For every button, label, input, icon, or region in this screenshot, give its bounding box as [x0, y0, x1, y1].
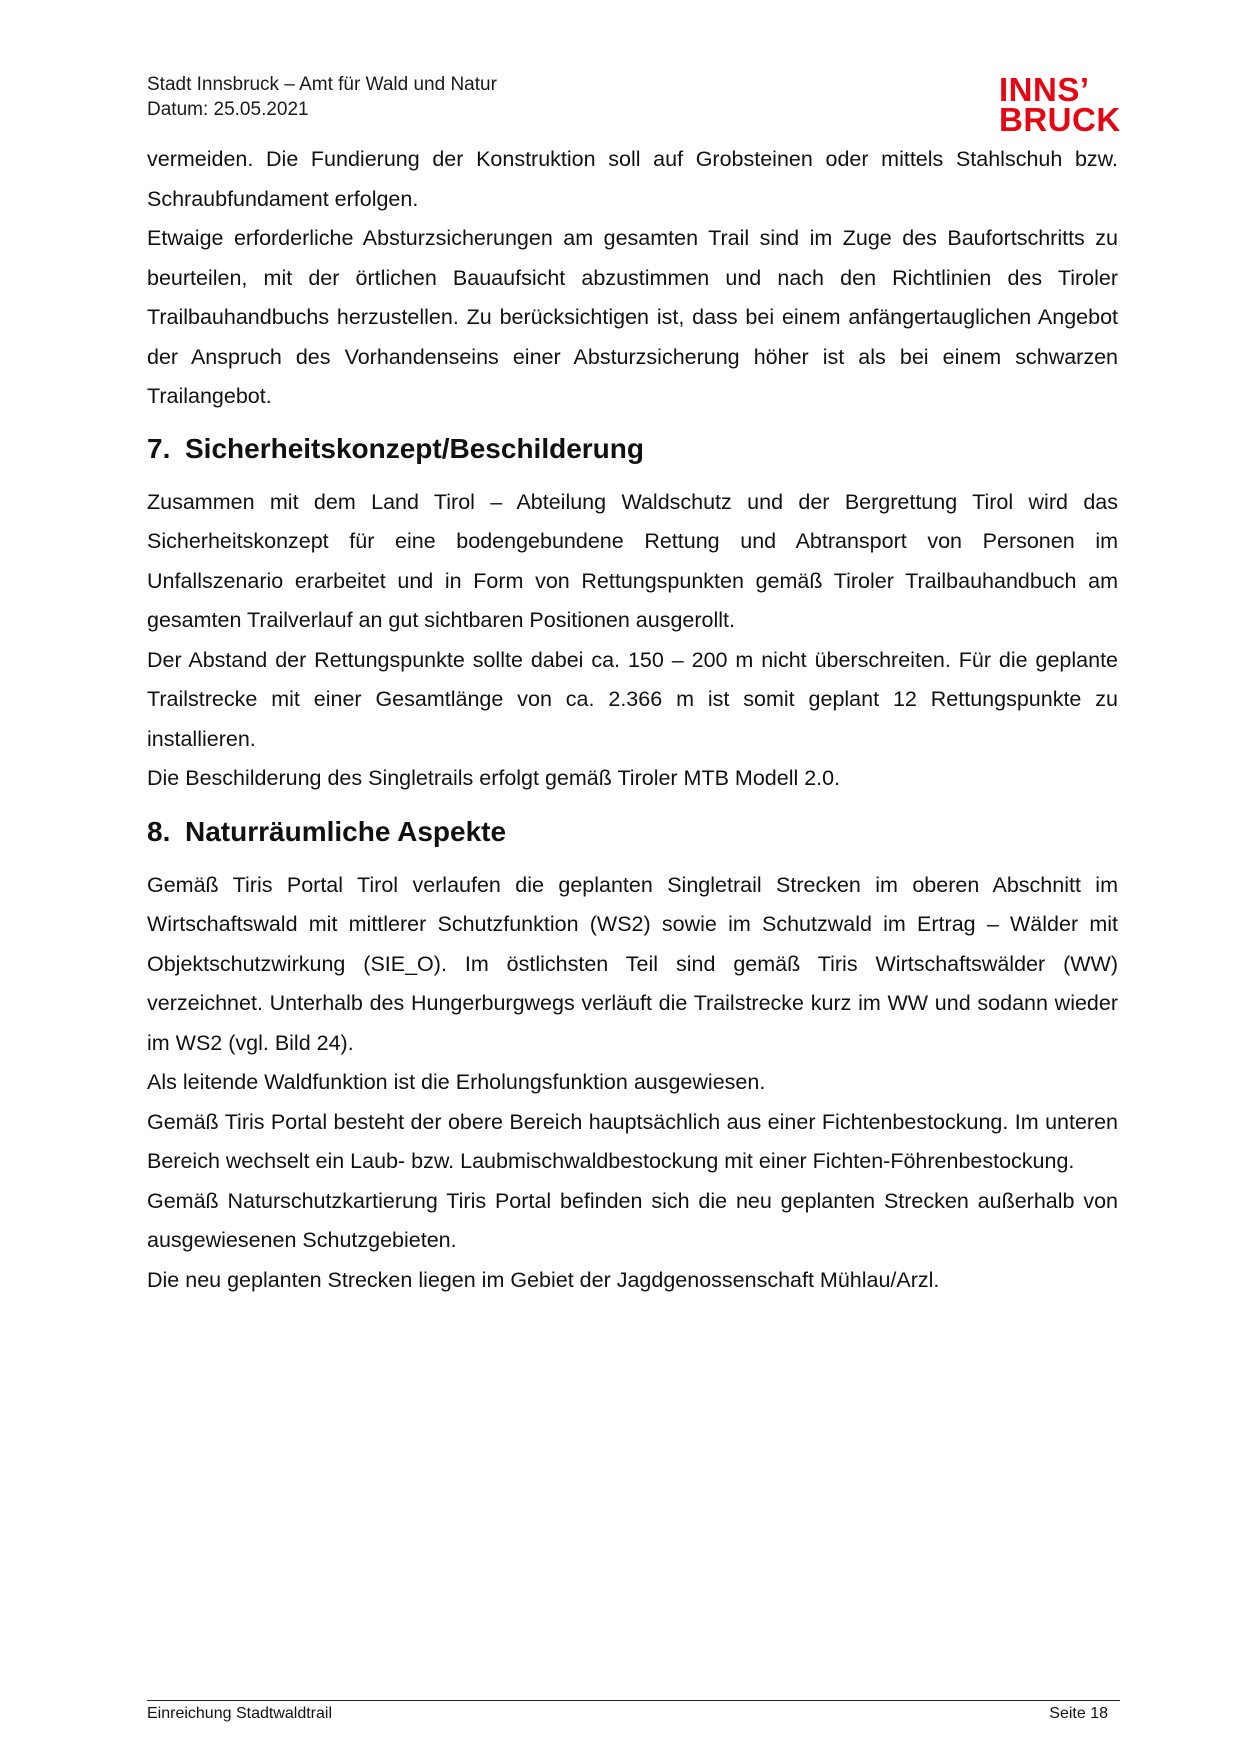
section-number: 7.	[147, 432, 171, 464]
body-paragraph: Die neu geplanten Strecken liegen im Gebiet der Jagdgenossenschaft Mühlau/Arzl.	[147, 1267, 940, 1292]
logo-line-1: INNS’	[999, 71, 1090, 108]
body-paragraph: Die Beschilderung des Singletrails erfolgt gemäß Tiroler MTB Modell 2.0.	[147, 766, 841, 790]
body-paragraph: Gemäß Tiris Portal besteht der obere Bereich hauptsächlich aus einer Fichtenbestockung. Im unteren Bereich wechselt ein Laub- bzw. Laubmischwaldbestockung mit einer Fichten-Föhrenbestockung.	[147, 1109, 1118, 1173]
section-number: 8.	[147, 815, 171, 847]
page-body	[147, 140, 1118, 1300]
innsbruck-logo	[999, 71, 1121, 138]
header-date: Datum: 25.05.2021	[147, 99, 309, 120]
body-paragraph: Als leitende Waldfunktion ist die Erholungsfunktion ausgewiesen.	[147, 1070, 766, 1094]
body-paragraph: Zusammen mit dem Land Tirol – Abteilung Waldschutz und der Bergrettung Tirol wird das Sicherheitskonzept für eine bodengebundene Rettung und Abtransport von Personen im Unfallszenario erarbeitet und in Form von Rettungspunkten gemäß Tiroler Trailbauhandbuch am gesamten Trailverlauf an gut sichtbaren Positionen ausgerollt.	[147, 489, 1118, 632]
page-footer	[147, 1700, 1120, 1723]
body-paragraph: Der Abstand der Rettungspunkte sollte dabei ca. 150 – 200 m nicht überschreiten. Für die geplante Trailstrecke mit einer Gesamtlänge von ca. 2.366 m ist somit geplant 12 Rettungspunkte zu installieren.	[147, 647, 1118, 751]
header-organization: Stadt Innsbruck – Amt für Wald und Natur	[147, 74, 497, 95]
body-paragraph: Gemäß Naturschutzkartierung Tiris Portal befinden sich die neu geplanten Strecken außerhalb von ausgewiesenen Schutzgebieten.	[147, 1188, 1118, 1252]
body-paragraph: vermeiden. Die Fundierung der Konstruktion soll auf Grobsteinen oder mittels Stahlschuh bzw. Schraubfundament erfolgen.	[147, 147, 1118, 211]
logo-line-2: BRUCK	[999, 101, 1121, 138]
section-7-heading	[147, 433, 1118, 465]
footer-document-title: Einreichung Stadtwaldtrail	[147, 1705, 332, 1722]
body-paragraph: Etwaige erforderliche Absturzsicherungen am gesamten Trail sind im Zuge des Baufortschritts zu beurteilen, mit der örtlichen Bauaufsicht abzustimmen und nach den Richtlinien des Tiroler Trailbauhandbuchs herzustellen. Zu berücksichtigen ist, dass bei einem anfängertauglichen Angebot der Anspruch des Vorhandenseins einer Absturzsicherung höher ist als bei einem schwarzen Trailangebot.	[147, 226, 1118, 408]
section-title: Sicherheitskonzept/Beschilderung	[185, 432, 644, 464]
section-title: Naturräumliche Aspekte	[185, 815, 507, 847]
page-number: Seite 18	[1049, 1705, 1108, 1722]
page-header	[147, 72, 1127, 142]
section-8-heading	[147, 816, 1118, 848]
body-paragraph: Gemäß Tiris Portal Tirol verlaufen die geplanten Singletrail Strecken im oberen Abschnitt im Wirtschaftswald mit mittlerer Schutzfunktion (WS2) sowie im Schutzwald im Ertrag – Wälder mit Objektschutzwirkung (SIE_O). Im östlichsten Teil sind gemäß Tiris Wirtschaftswälder (WW) verzeichnet. Unterhalb des Hungerburgwegs verläuft die Trailstrecke kurz im WW und sodann wieder im WS2 (vgl. Bild 24).	[147, 872, 1118, 1055]
